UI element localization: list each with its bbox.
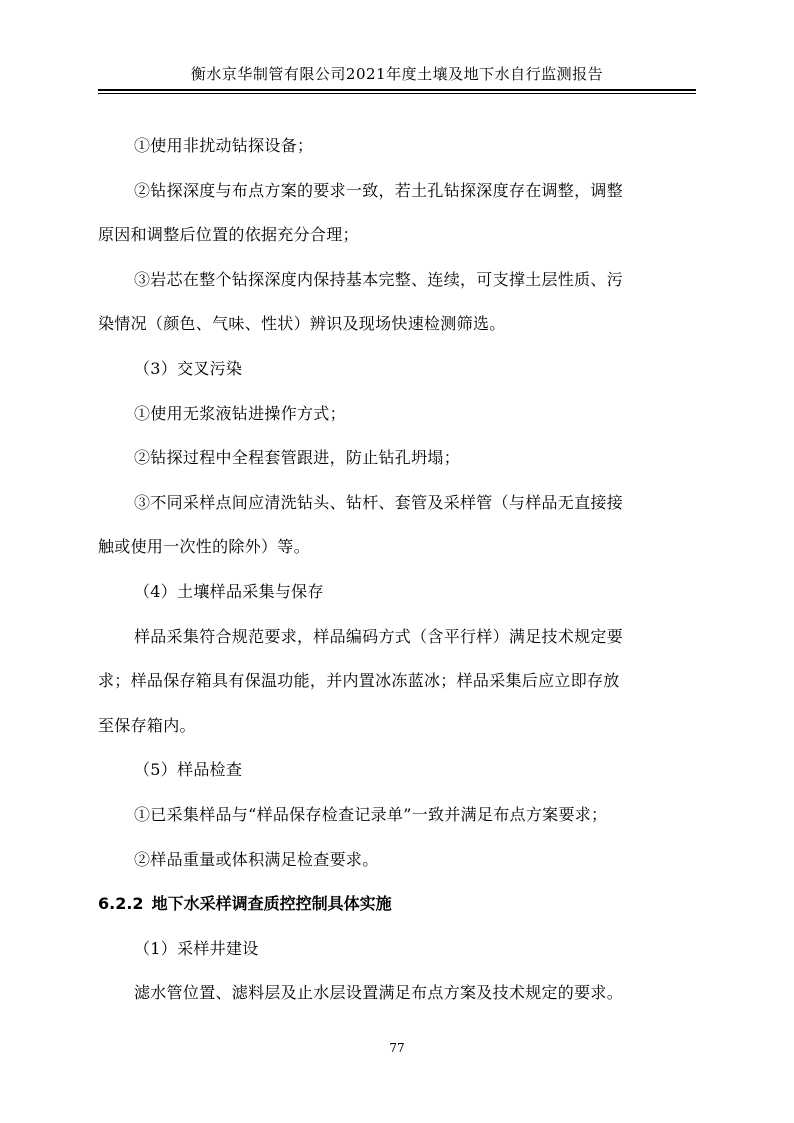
paragraph-well-screen: 滤水管位置、滤料层及止水层设置满足布点方案及技术规定的要求。: [134, 983, 624, 1003]
text-line: ②钻探深度与布点方案的要求一致，若土孔钻探深度存在调整，调整: [134, 180, 624, 200]
page-header-title: 衡水京华制管有限公司2021年度土壤及地下水自行监测报告: [190, 65, 604, 83]
text-line: 样品采集符合规范要求，样品编码方式（含平行样）满足技术规定要: [134, 626, 624, 646]
paragraph-nondisturbing-drilling: ①使用非扰动钻探设备；: [134, 136, 314, 155]
subheading-well-construction: （1）采样井建设: [134, 938, 259, 958]
subheading-sample-inspection: （5）样品检查: [134, 760, 243, 780]
paragraph-sample-collection: [98, 615, 698, 749]
header-rule-thick: [98, 89, 696, 91]
section-title: 地下水采样调查质控控制具体实施: [151, 894, 392, 914]
section-number: 6.2.2: [98, 894, 144, 914]
paragraph-drilling-depth: [98, 169, 698, 258]
text-line: 原因和调整后位置的依据充分合理；: [98, 225, 359, 245]
text-line: ③岩芯在整个钻探深度内保持基本完整、连续，可支撑土层性质、污: [134, 269, 624, 289]
section-heading: [98, 882, 698, 927]
subheading-cross-contamination: （3）交叉污染: [134, 358, 243, 378]
subheading-soil-sample-collection: （4）土壤样品采集与保存: [134, 581, 324, 601]
paragraph-core-integrity: [98, 258, 698, 347]
page-number: 77: [389, 1041, 405, 1055]
text-line: 至保存箱内。: [98, 715, 196, 735]
text-line: 求；样品保存箱具有保温功能，并内置冰冻蓝冰；样品采集后应立即存放: [98, 671, 620, 691]
paragraph-clean-equipment: [98, 481, 698, 570]
paragraph-casing-follow: ②钻探过程中全程套管跟进，防止钻孔坍塌；: [134, 448, 461, 468]
paragraph-sample-record-match: ①已采集样品与“样品保存检查记录单”一致并满足布点方案要求；: [134, 804, 608, 824]
text-line: 触或使用一次性的除外）等。: [98, 537, 310, 557]
paragraph-sample-weight: ②样品重量或体积满足检查要求。: [134, 849, 379, 869]
paragraph-no-slurry-drilling: ①使用无浆液钻进操作方式；: [134, 403, 346, 423]
header-rule-thin: [98, 93, 696, 94]
page-content: [98, 124, 698, 1016]
text-line: ③不同采样点间应清洗钻头、钻杆、套管及采样管（与样品无直接接: [134, 492, 624, 512]
text-line: 染情况（颜色、气味、性状）辨识及现场快速检测筛选。: [98, 314, 506, 334]
